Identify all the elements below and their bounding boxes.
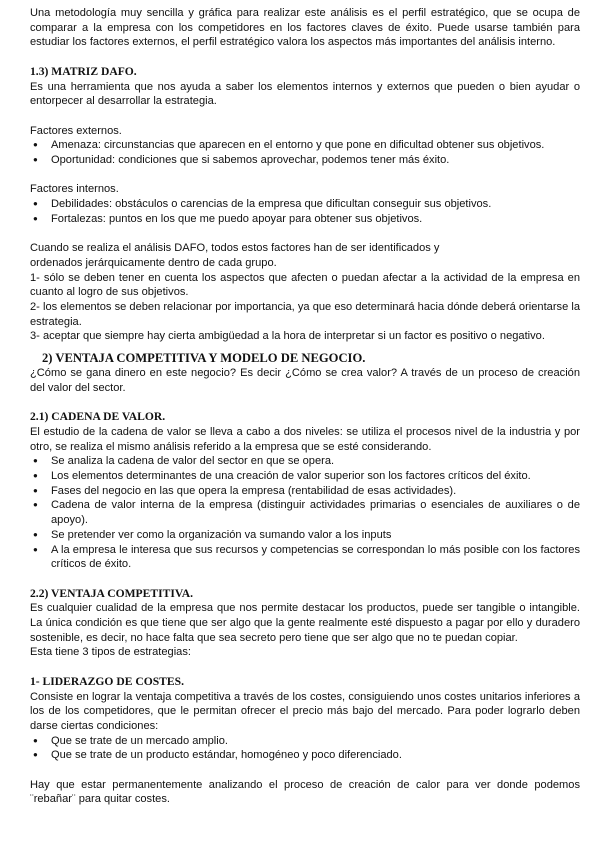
list-item: ● Que se trate de un mercado amplio. <box>30 734 580 749</box>
dafo-when-line-1: Cuando se realiza el análisis DAFO, todos estos factores han de ser identificados y <box>30 242 440 255</box>
section-2-description: ¿Cómo se gana dinero en este negocio? Es decir ¿Cómo se crea valor? A través de un proceso de creación del valor del sector. <box>30 367 580 394</box>
liderazgo-closing: Hay que estar permanentemente analizando el proceso de creación de calor para ver donde podemos ¨rebañar¨ para quitar costes. <box>30 778 580 806</box>
external-factors-title: Factores externos. <box>30 124 122 137</box>
list-item: ● Cadena de valor interna de la empresa (distinguir actividades primarias o esenciales de auxiliares o de apoyo). <box>30 498 580 527</box>
list-item: ● A la empresa le interesa que sus recursos y competencias se correspondan lo más posible con los factores críticos de éxito. <box>30 543 580 572</box>
dafo-rule-2: 2- los elementos se deben relacionar por importancia, ya que eso determinará hacia dónde deberá orientarse la estrategia. <box>30 301 580 328</box>
list-item: ● Fortalezas: puntos en los que me puedo apoyar para obtener sus objetivos. <box>30 212 580 227</box>
internal-factors-title: Factores internos. <box>30 183 119 196</box>
dafo-when-line-2: ordenados jerárquicamente dentro de cada grupo. <box>30 256 277 269</box>
list-item: ● Se analiza la cadena de valor del sector en que se opera. <box>30 454 580 469</box>
list-item: ● Amenaza: circunstancias que aparecen en el entorno y que pone en dificultad obtener sus objetivos. <box>30 138 580 153</box>
ventaja-heading: 2.2) VENTAJA COMPETITIVA. <box>30 586 193 600</box>
dafo-heading: 1.3) MATRIZ DAFO. <box>30 64 137 78</box>
intro-paragraph: Una metodología muy sencilla y gráfica para realizar este análisis es el perfil estratégico, que se ocupa de comparar a la empresa con los competidores en los factores claves de éxito. Puede usarse también para estudiar los factores externos, el perfil estratégico valora los aspectos más importantes del análisis interno. <box>30 7 580 49</box>
section-2-heading: 2) VENTAJA COMPETITIVA Y MODELO DE NEGOCIO. <box>42 351 366 366</box>
document-page <box>30 6 580 807</box>
cadena-heading: 2.1) CADENA DE VALOR. <box>30 410 166 424</box>
external-factors-list <box>30 138 580 167</box>
ventaja-description: Es cualquier cualidad de la empresa que nos permite destacar los productos, puede ser tangible o intangible. La única condición es que tiene que ser algo que la gente realmente esté dispuesto a pagar por ello y duradero sostenible, es decir, no hace falta que sea secreto pero tiene que ser algo que no te puedan copiar. <box>30 602 580 644</box>
list-item: ● Los elementos determinantes de una creación de valor superior son los factores críticos del éxito. <box>30 469 580 484</box>
list-item: ● Fases del negocio en las que opera la empresa (rentabilidad de esas actividades). <box>30 484 580 499</box>
liderazgo-description: Consiste en lograr la ventaja competitiva a través de los costes, consiguiendo unos costes unitarios inferiores a los de los competidores, que le permitan ofrecer el precio más bajo del mercado. Para poder lograrlo deben darse ciertas condiciones: <box>30 690 580 732</box>
list-item: ● Que se trate de un producto estándar, homogéneo y poco diferenciado. <box>30 748 580 763</box>
list-item: ● Oportunidad: condiciones que si sabemos aprovechar, podemos tener más éxito. <box>30 153 580 168</box>
internal-factors-list <box>30 197 580 226</box>
dafo-rule-1: 1- sólo se deben tener en cuenta los aspectos que afecten o puedan afectar a la actividad de la empresa en cuanto al logro de sus objetivos. <box>30 271 580 299</box>
dafo-rule-3: 3- aceptar que siempre hay cierta ambigüedad a la hora de interpretar si un factor es positivo o negativo. <box>30 330 545 343</box>
dafo-description: Es una herramienta que nos ayuda a saber los elementos internos y externos que pueden o bien ayudar o entorpecer al desarrollar la estrategia. <box>30 80 580 108</box>
cadena-description: El estudio de la cadena de valor se lleva a cabo a dos niveles: se utiliza el procesos nivel de la industria y por otro, se realiza el mismo análisis referido a la empresa que se esté considerando. <box>30 425 580 453</box>
list-item: ● Se pretender ver como la organización va sumando valor a los inputs <box>30 528 580 543</box>
ventaja-tipos: Esta tiene 3 tipos de estrategias: <box>30 646 191 659</box>
liderazgo-list <box>30 734 580 763</box>
liderazgo-heading: 1- LIDERAZGO DE COSTES. <box>30 674 184 688</box>
list-item: ● Debilidades: obstáculos o carencias de la empresa que dificultan conseguir sus objetivos. <box>30 197 580 212</box>
cadena-list <box>30 454 580 572</box>
